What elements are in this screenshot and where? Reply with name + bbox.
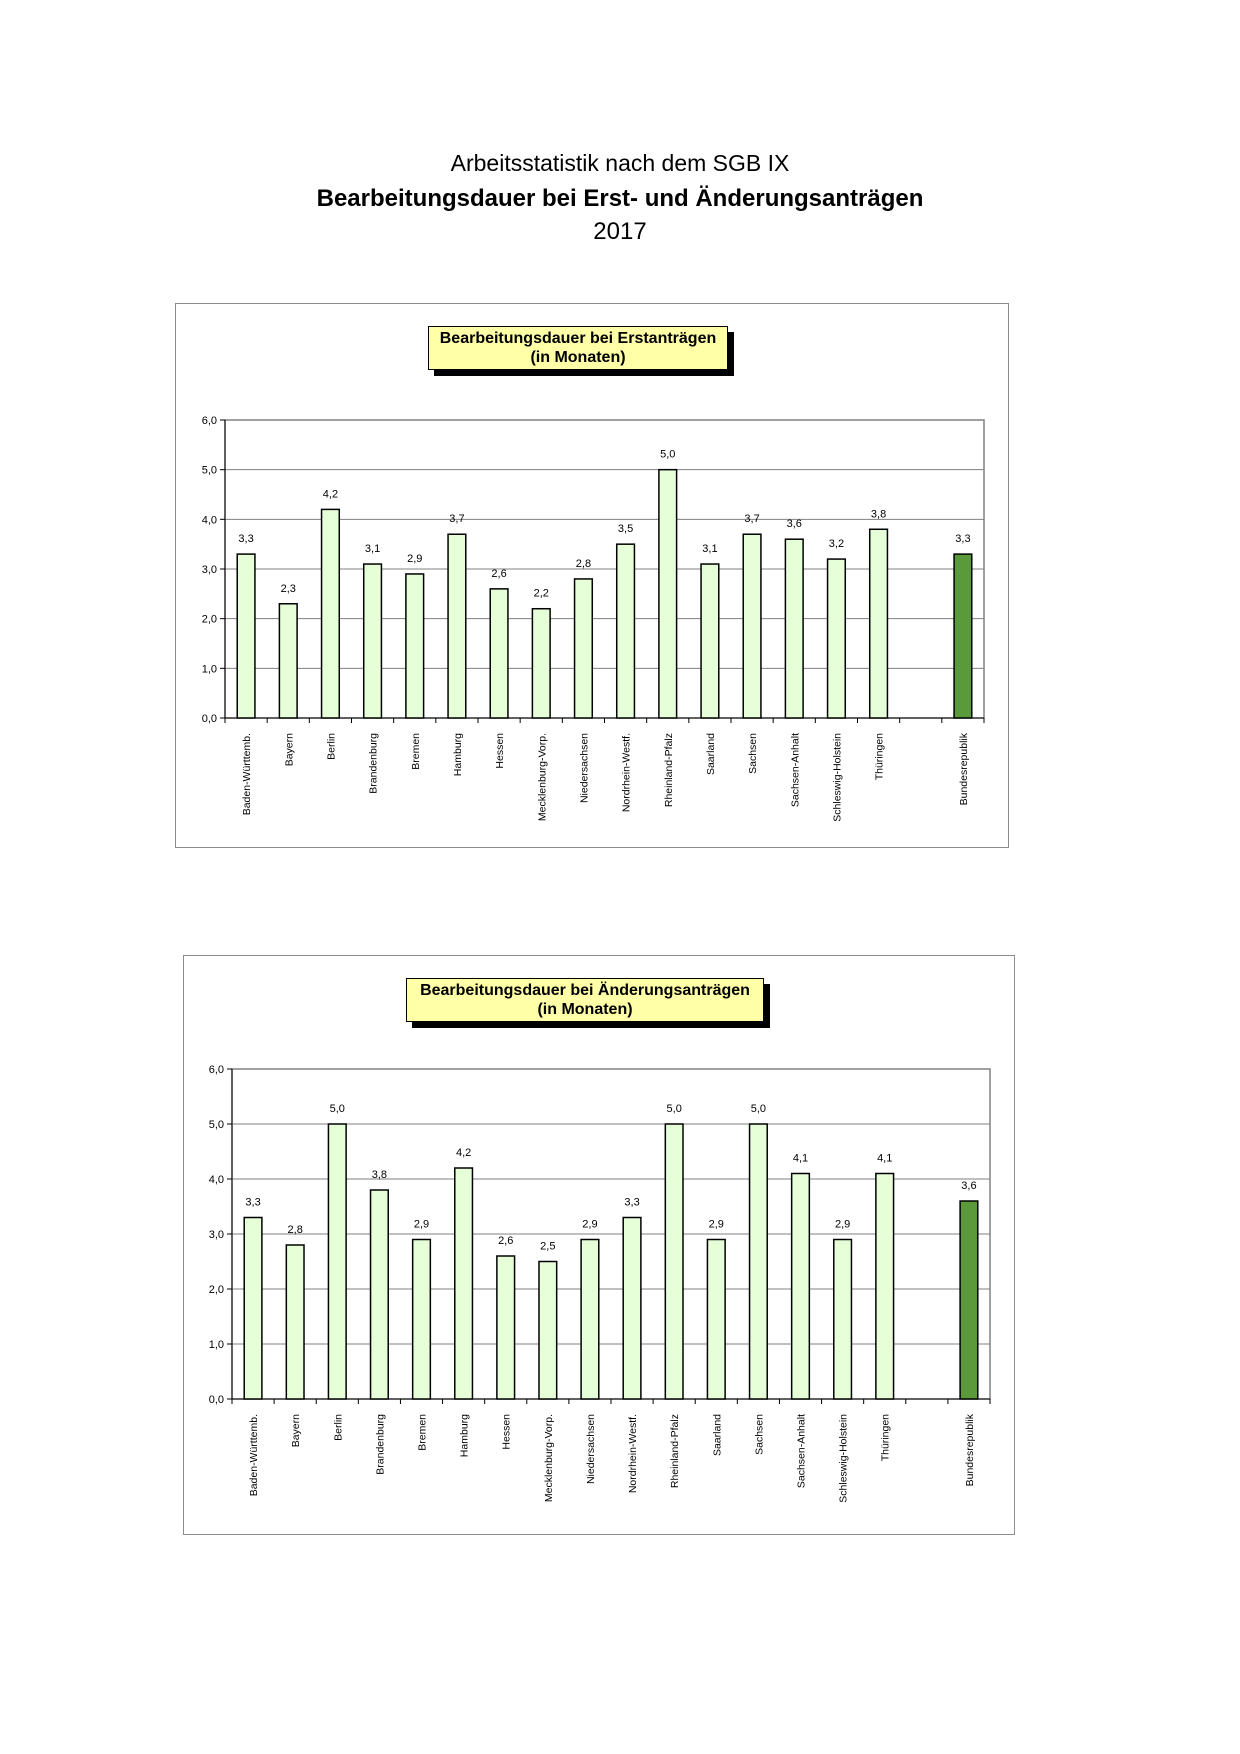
x-tick-label: Sachsen [747, 733, 760, 774]
bar [322, 509, 340, 718]
x-tick-label: Baden-Württemb. [248, 1414, 261, 1497]
y-tick-label: 3,0 [201, 564, 217, 576]
data-label: 3,1 [364, 543, 381, 556]
x-tick-label: Rheinland-Pfalz [662, 733, 675, 808]
data-label: 3,3 [624, 1196, 640, 1209]
data-label: 4,2 [322, 488, 339, 501]
x-tick-label: Schleswig-Holstein [831, 733, 844, 822]
bar [581, 1240, 599, 1400]
bar [286, 1245, 304, 1399]
data-label: 5,0 [660, 448, 676, 461]
bar [659, 470, 677, 718]
bar-chart-erstantraege [176, 304, 1008, 847]
x-tick-label: Schleswig-Holstein [837, 1414, 850, 1503]
chart-panel-aenderungsantraege [183, 955, 1015, 1535]
x-tick-label: Brandenburg [367, 733, 380, 794]
x-tick-label: Nordrhein-Westf. [620, 733, 633, 813]
data-label: 2,9 [834, 1218, 851, 1231]
bar [371, 1190, 389, 1399]
chart-title-text: Bearbeitungsdauer bei Erstanträgen [439, 330, 717, 347]
data-label: 2,9 [413, 1218, 430, 1231]
data-label: 3,7 [449, 513, 465, 526]
bar [455, 1168, 473, 1399]
x-tick-label: Mecklenburg-Vorp. [536, 733, 549, 822]
x-tick-label: Baden-Württemb. [241, 733, 254, 816]
x-tick-label: Niedersachsen [584, 1414, 597, 1485]
x-tick-label: Bundesrepublik [957, 733, 970, 806]
data-label: 4,1 [877, 1152, 893, 1165]
bar [785, 539, 803, 718]
y-tick-label: 1,0 [201, 663, 217, 676]
y-tick-label: 4,0 [201, 514, 217, 527]
bar [244, 1218, 262, 1400]
data-label: 5,0 [329, 1103, 345, 1115]
bar [701, 564, 719, 718]
x-tick-label: Bayern [290, 1414, 303, 1448]
data-label: 3,8 [371, 1169, 388, 1181]
bar [876, 1174, 894, 1400]
data-label: 3,7 [744, 513, 760, 526]
x-tick-label: Hamburg [451, 733, 464, 777]
x-tick-label: Sachsen [753, 1414, 766, 1455]
bar [328, 1124, 346, 1399]
x-tick-label: Niedersachsen [578, 733, 591, 804]
data-label: 4,1 [792, 1152, 809, 1165]
bar [743, 534, 761, 718]
bar [954, 554, 972, 718]
bar [532, 609, 550, 718]
x-tick-label: Hamburg [458, 1414, 471, 1458]
data-label: 3,1 [702, 543, 718, 556]
data-label: 2,2 [533, 587, 549, 600]
data-label: 2,6 [491, 567, 507, 580]
bar [665, 1124, 683, 1399]
bar-chart-aenderungsantraege [184, 956, 1014, 1534]
x-tick-label: Thüringen [873, 733, 886, 781]
page-heading-line1: Arbeitsstatistik nach dem SGB IX [450, 150, 790, 176]
y-tick-label: 6,0 [201, 415, 217, 427]
bar [539, 1262, 557, 1400]
y-tick-label: 5,0 [208, 1119, 224, 1131]
y-tick-label: 1,0 [208, 1339, 224, 1351]
data-label: 5,0 [750, 1103, 767, 1115]
x-tick-label: Bundesrepublik [963, 1414, 976, 1487]
data-label: 3,6 [961, 1180, 977, 1192]
data-label: 2,8 [575, 557, 592, 570]
data-label: 2,6 [498, 1235, 514, 1247]
x-tick-label: Sachsen-Anhalt [795, 1414, 808, 1489]
data-label: 3,3 [245, 1196, 261, 1209]
chart-subtitle-text: (in Monaten) [530, 349, 626, 366]
page-heading-year: 2017 [593, 218, 647, 245]
chart-panel-erstantraege [175, 303, 1009, 848]
x-tick-label: Nordrhein-Westf. [627, 1414, 640, 1494]
data-label: 3,6 [786, 518, 802, 531]
data-label: 3,8 [870, 508, 887, 521]
chart-title-text: Bearbeitungsdauer bei Änderungsanträgen [420, 982, 750, 999]
data-label: 2,9 [407, 552, 423, 565]
bar [413, 1240, 431, 1400]
data-label: 3,3 [238, 533, 254, 546]
x-tick-label: Thüringen [879, 1414, 892, 1462]
y-tick-label: 0,0 [208, 1394, 224, 1406]
x-tick-label: Berlin [332, 1414, 345, 1441]
y-tick-label: 2,0 [201, 613, 217, 626]
y-tick-label: 2,0 [208, 1284, 224, 1296]
bar [364, 564, 382, 718]
x-tick-label: Hessen [500, 1414, 513, 1450]
bar [960, 1201, 978, 1399]
chart-subtitle-text: (in Monaten) [537, 1001, 633, 1018]
bar [792, 1174, 810, 1400]
y-tick-label: 5,0 [201, 464, 217, 477]
data-label: 2,8 [287, 1224, 303, 1236]
bar [707, 1240, 725, 1400]
bar [279, 604, 297, 718]
data-label: 5,0 [666, 1103, 682, 1115]
bar [406, 574, 424, 718]
x-tick-label: Bremen [416, 1414, 429, 1451]
data-label: 2,9 [582, 1218, 598, 1231]
x-tick-label: Bremen [409, 733, 422, 770]
bar [617, 544, 635, 718]
y-tick-label: 6,0 [208, 1064, 224, 1076]
bar [497, 1256, 515, 1399]
data-label: 2,3 [280, 582, 296, 595]
y-tick-label: 4,0 [208, 1174, 224, 1186]
x-tick-label: Saarland [711, 1414, 724, 1457]
data-label: 2,5 [540, 1240, 556, 1253]
x-tick-label: Mecklenburg-Vorp. [542, 1414, 555, 1503]
y-tick-label: 3,0 [208, 1229, 224, 1241]
bar [870, 529, 888, 718]
x-tick-label: Berlin [325, 733, 338, 760]
data-label: 3,3 [955, 533, 971, 546]
x-tick-label: Bayern [283, 733, 296, 767]
x-tick-label: Saarland [704, 733, 717, 776]
bar [237, 554, 255, 718]
bar [490, 589, 508, 718]
y-tick-label: 0,0 [201, 713, 217, 725]
bar [750, 1124, 768, 1399]
x-tick-label: Brandenburg [374, 1414, 387, 1475]
x-tick-label: Sachsen-Anhalt [789, 733, 802, 808]
page-heading-line2: Bearbeitungsdauer bei Erst- und Änderungsanträgen [316, 185, 924, 212]
x-tick-label: Rheinland-Pfalz [669, 1414, 682, 1489]
bar [828, 559, 846, 718]
bar [448, 534, 466, 718]
bar [623, 1218, 641, 1400]
data-label: 2,9 [708, 1218, 724, 1231]
bar [575, 579, 593, 718]
data-label: 3,5 [617, 523, 634, 536]
data-label: 3,2 [828, 538, 845, 551]
data-label: 4,2 [455, 1147, 472, 1159]
x-tick-label: Hessen [494, 733, 507, 769]
bar [834, 1240, 852, 1400]
